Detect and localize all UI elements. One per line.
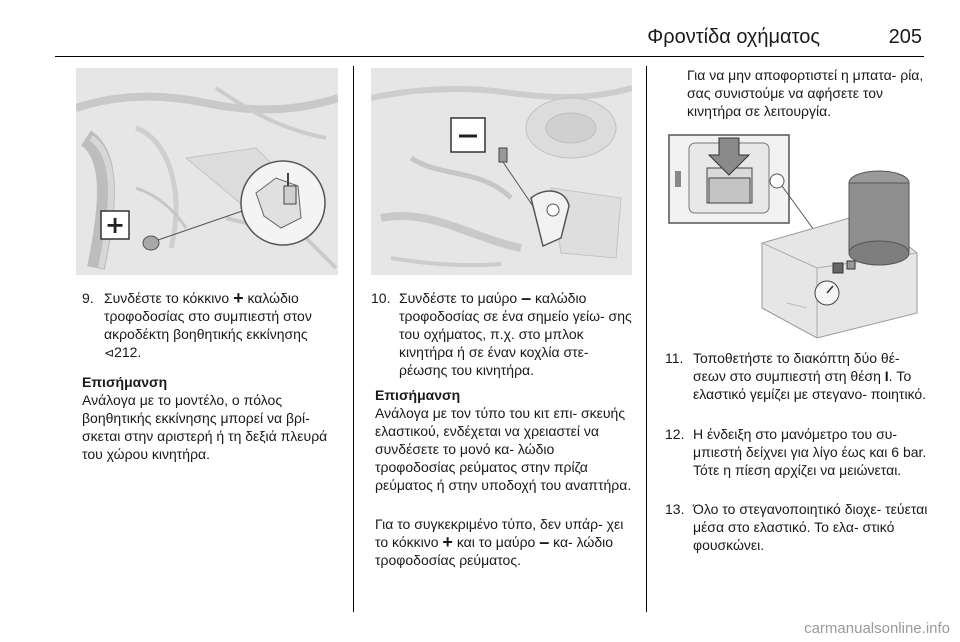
header-rule	[55, 56, 924, 57]
page-number: 205	[888, 26, 922, 48]
step-number: 13.	[665, 501, 685, 517]
minus-icon: –	[539, 532, 550, 552]
figure-positive-terminal	[76, 68, 338, 275]
note-title: Επισήμανση	[82, 374, 168, 390]
step-12	[665, 425, 930, 497]
step-text: Όλο το στεγανοποιητικό διοχε- τεύεται μέσα στο ελαστικό. Το ελα- στικό φουσκώνει.	[693, 501, 928, 553]
step-10	[371, 289, 635, 381]
note-text: Ανάλογα με τον τύπο του κιτ επι- σκευής ελαστικού, ενδέχεται να χρειαστεί να συνδέσετε το μονό κα- λώδιο τροφοδοσίας ρεύματος στην πρίζα ρεύματος ή στην υποδοχή του αναπτήρα.	[375, 405, 632, 493]
note-title: Επισήμανση	[375, 387, 461, 403]
reference-page-link[interactable]: 212.	[114, 344, 142, 360]
page-title: Φροντίδα οχήματος	[647, 26, 820, 48]
step-text: Η ένδειξη στο μανόμετρο του συ- μπιεστή δείχνει για λίγο έως και 6 bar. Τότε η πίεση αρχίζει να μειώνεται.	[693, 426, 927, 478]
plus-icon: +	[233, 288, 244, 308]
positive-terminal-icon: +	[104, 211, 126, 239]
note-2-continuation: Για το συγκεκριμένο τύπο, δεν υπάρ- χει το κόκκινο + και το μαύρο – κα- λώδιο τροφοδοσίας ρεύματος.	[375, 516, 624, 568]
compressor-illustration	[667, 133, 925, 340]
engine-bay-illustration-2	[371, 68, 632, 275]
step-number: 9.	[82, 290, 94, 306]
step-13	[665, 500, 930, 554]
reference-arrow-icon[interactable]: ⊲	[104, 346, 115, 360]
note-text: Ανάλογα με το μοντέλο, ο πόλος βοηθητικής εκκίνησης μπορεί να βρί- σκεται στην αριστερή ή τη δεξιά πλευρά του χώρου κινητήρα.	[82, 392, 328, 462]
step-number: 11.	[665, 350, 684, 366]
engine-bay-illustration-1	[76, 68, 338, 275]
step-text: Συνδέστε το μαύρο – καλώδιο τροφοδοσίας σε ένα σημείο γείω- σης του οχήματος, π.χ. στο μπλοκ κινητήρα ή σε έναν κοχλία στε- ρέωσης του κινητήρα.	[399, 288, 632, 378]
step-text: Συνδέστε το κόκκινο + καλώδιο τροφοδοσίας στο συμπιεστή στον ακροδέκτη βοηθητικής εκκίνησης ⊲212.	[104, 288, 312, 360]
figure-compressor	[667, 133, 925, 340]
figure-negative-terminal	[371, 68, 632, 275]
step-text: Τοποθετήστε το διακόπτη δύο θέ- σεων στο συμπιεστή στη θέση I. Το ελαστικό γεμίζει με στεγανο- ποιητικό.	[693, 350, 927, 402]
step-number: 12.	[665, 426, 685, 442]
note-1	[82, 373, 348, 463]
intro-text: Για να μην αποφορτιστεί η μπατα- ρία, σας συνιστούμε να αφήσετε τον κινητήρα σε λειτουργία.	[687, 67, 924, 119]
step-9	[82, 289, 344, 363]
step-number: 10.	[371, 290, 391, 306]
watermark: carmanualsonline.info	[804, 620, 950, 637]
switch-position-label: I	[884, 368, 889, 384]
plus-icon: +	[442, 532, 453, 552]
page-header	[0, 0, 960, 50]
column-divider-1	[353, 66, 354, 612]
minus-icon: –	[521, 288, 532, 308]
note-2	[375, 386, 637, 494]
step-11	[665, 349, 930, 421]
column-divider-2	[646, 66, 647, 612]
